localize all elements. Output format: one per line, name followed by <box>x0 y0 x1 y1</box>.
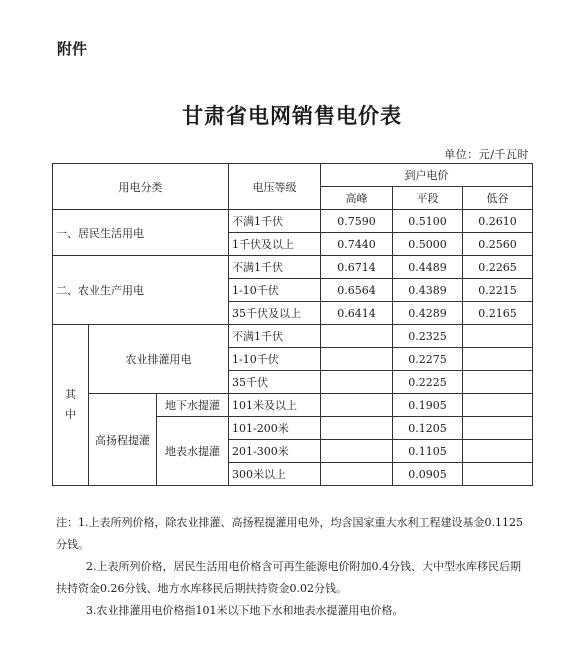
valley-cell <box>463 417 533 440</box>
price-table <box>52 163 533 486</box>
table-row <box>53 394 533 417</box>
category-surface: 地表水提灌 <box>157 417 229 486</box>
voltage-cell: 不满1千伏 <box>229 210 321 233</box>
peak-cell <box>321 348 393 371</box>
note-2-line-2: 扶持资金0.26分钱、地方水库移民后期扶持资金0.02分钱。 <box>56 582 347 595</box>
peak-cell <box>321 325 393 348</box>
note-1-line-1: 注：1.上表所列价格，除农业排灌、高扬程提灌用电外，均含国家重大水利工程建设基金0.1125 <box>56 516 523 529</box>
flat-cell: 0.5100 <box>393 210 463 233</box>
flat-cell: 0.5000 <box>393 233 463 256</box>
peak-cell <box>321 463 393 486</box>
valley-cell <box>463 440 533 463</box>
peak-cell <box>321 394 393 417</box>
peak-cell <box>321 371 393 394</box>
notes-section <box>56 512 536 622</box>
valley-cell: 0.2165 <box>463 302 533 325</box>
voltage-cell: 300米以上 <box>229 463 321 486</box>
peak-cell: 0.7590 <box>321 210 393 233</box>
voltage-cell: 35千伏及以上 <box>229 302 321 325</box>
category-irrigation: 农业排灌用电 <box>89 325 229 394</box>
table-row <box>53 325 533 348</box>
category-groundwater: 地下水提灌 <box>157 394 229 417</box>
voltage-cell: 1-10千伏 <box>229 279 321 302</box>
voltage-cell: 1千伏及以上 <box>229 233 321 256</box>
voltage-cell: 不满1千伏 <box>229 325 321 348</box>
voltage-cell: 101米及以上 <box>229 394 321 417</box>
header-voltage: 电压等级 <box>229 164 321 210</box>
voltage-cell: 不满1千伏 <box>229 256 321 279</box>
peak-cell <box>321 417 393 440</box>
table-header-row <box>53 164 533 187</box>
flat-cell: 0.1205 <box>393 417 463 440</box>
valley-cell <box>463 348 533 371</box>
flat-cell: 0.2275 <box>393 348 463 371</box>
valley-cell <box>463 371 533 394</box>
note-2-line-1: 2.上表所列价格，居民生活用电价格含可再生能源电价附加0.4分钱、大中型水库移民后期 <box>86 560 521 573</box>
flat-cell: 0.4489 <box>393 256 463 279</box>
flat-cell: 0.4289 <box>393 302 463 325</box>
valley-cell <box>463 394 533 417</box>
note-3-line-1: 3.农业排灌用电价格指101米以下地下水和地表水提灌用电价格。 <box>86 604 404 617</box>
voltage-cell: 101-200米 <box>229 417 321 440</box>
category-among <box>53 325 89 486</box>
valley-cell: 0.2560 <box>463 233 533 256</box>
peak-cell <box>321 440 393 463</box>
category-residential: 一、居民生活用电 <box>53 210 229 256</box>
valley-cell <box>463 463 533 486</box>
among-label: 其中 <box>65 388 76 421</box>
flat-cell: 0.1105 <box>393 440 463 463</box>
category-high-lift: 高扬程提灌 <box>89 394 157 486</box>
voltage-cell: 201-300米 <box>229 440 321 463</box>
category-agricultural: 二、农业生产用电 <box>53 256 229 325</box>
flat-cell: 0.2225 <box>393 371 463 394</box>
peak-cell: 0.6714 <box>321 256 393 279</box>
unit-label: 单位：元/千瓦时 <box>444 148 529 161</box>
table-row <box>53 210 533 233</box>
voltage-cell: 1-10千伏 <box>229 348 321 371</box>
valley-cell <box>463 325 533 348</box>
flat-cell: 0.1905 <box>393 394 463 417</box>
header-peak: 高峰 <box>321 187 393 210</box>
flat-cell: 0.4389 <box>393 279 463 302</box>
flat-cell: 0.2325 <box>393 325 463 348</box>
attachment-label: 附件 <box>57 40 88 58</box>
header-category: 用电分类 <box>53 164 229 210</box>
header-price-group: 到户电价 <box>321 164 533 187</box>
header-flat: 平段 <box>393 187 463 210</box>
valley-cell: 0.2610 <box>463 210 533 233</box>
valley-cell: 0.2265 <box>463 256 533 279</box>
flat-cell: 0.0905 <box>393 463 463 486</box>
peak-cell: 0.7440 <box>321 233 393 256</box>
table-row <box>53 256 533 279</box>
valley-cell: 0.2215 <box>463 279 533 302</box>
header-valley: 低谷 <box>463 187 533 210</box>
peak-cell: 0.6414 <box>321 302 393 325</box>
page-title: 甘肃省电网销售电价表 <box>182 103 402 128</box>
note-1-line-2: 分钱。 <box>56 538 89 551</box>
peak-cell: 0.6564 <box>321 279 393 302</box>
voltage-cell: 35千伏 <box>229 371 321 394</box>
